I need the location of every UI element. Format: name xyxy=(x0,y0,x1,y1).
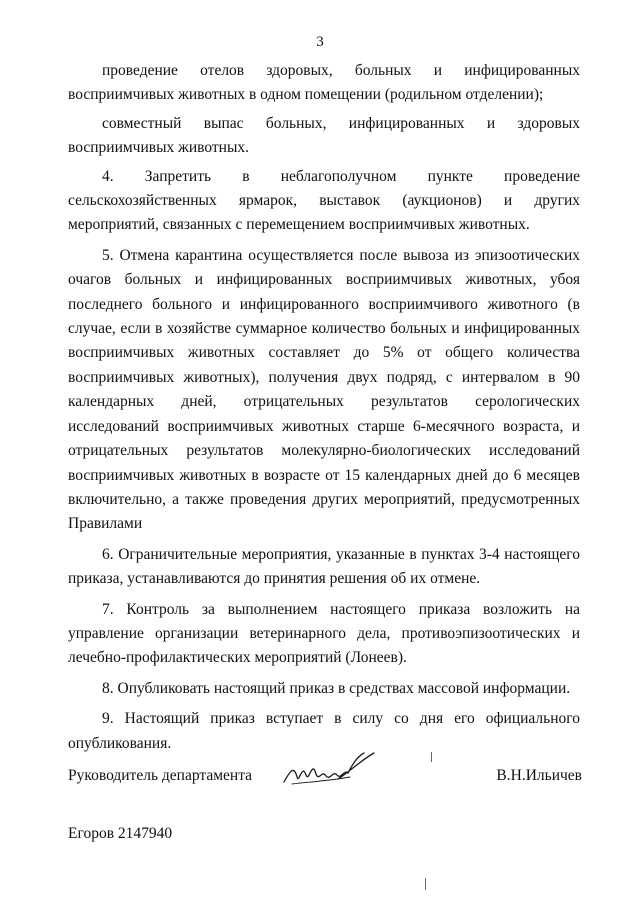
signer-name: В.Н.Ильичев xyxy=(496,767,582,784)
paragraph-5: 5. Отмена карантина осуществляется после вывоза из эпизоотических очагов больных и инфицированных восприимчивых животных, убоя последнего больного и инфицированного восприимчивого животного (в случае, если в хозяйстве суммарное количество больных и инфицированных восприимчивых животных составляет до 5% от общего количества восприимчивых животных), получения двух подряд, с интервалом в 90 календарных дней, отрицательных результатов серологических исследований восприимчивых животных старше 6-месячного возраста, и отрицательных результатов молекулярно-биологических исследований восприимчивых животных в возрасте от 15 календарных дней до 6 месяцев включительно, а также проведения других мероприятий, предусмотренных Правилами xyxy=(68,246,580,533)
document-body xyxy=(68,59,580,762)
executor-contact: Егоров 2147940 xyxy=(68,825,173,842)
paragraph-grazing: совместный выпас больных, инфицированных и здоровых восприимчивых животных. xyxy=(68,114,580,157)
paragraph-4: 4. Запретить в неблагополучном пункте проведение сельскохозяйственных ярмарок, выставок (аукционов) и других мероприятий, связанных с перемещением восприимчивых животных. xyxy=(68,167,580,234)
paragraph-9: 9. Настоящий приказ вступает в силу со дня его официального опубликования. xyxy=(68,710,580,752)
signer-title: Руководитель департамента xyxy=(68,767,253,784)
paragraph-6: 6. Ограничительные мероприятия, указанные в пунктах 3-4 настоящего приказа, устанавливаются до принятия решения об их отмене. xyxy=(68,545,580,588)
paragraph-7: 7. Контроль за выполнением настоящего приказа возложить на управление организации ветеринарного дела, противоэпизоотических и лечебно-профилактических мероприятий (Лонеев). xyxy=(68,600,580,667)
scan-mark xyxy=(425,878,426,890)
paragraph-8: 8. Опубликовать настоящий приказ в средствах массовой информации. xyxy=(102,679,571,697)
paragraph-calving: проведение отелов здоровых, больных и инфицированных восприимчивых животных в одном помещении (родильном отделении); xyxy=(68,62,580,104)
page-number: 3 xyxy=(316,34,324,50)
scan-mark xyxy=(431,752,432,762)
handwritten-signature xyxy=(278,749,388,789)
signature-row xyxy=(68,763,582,793)
